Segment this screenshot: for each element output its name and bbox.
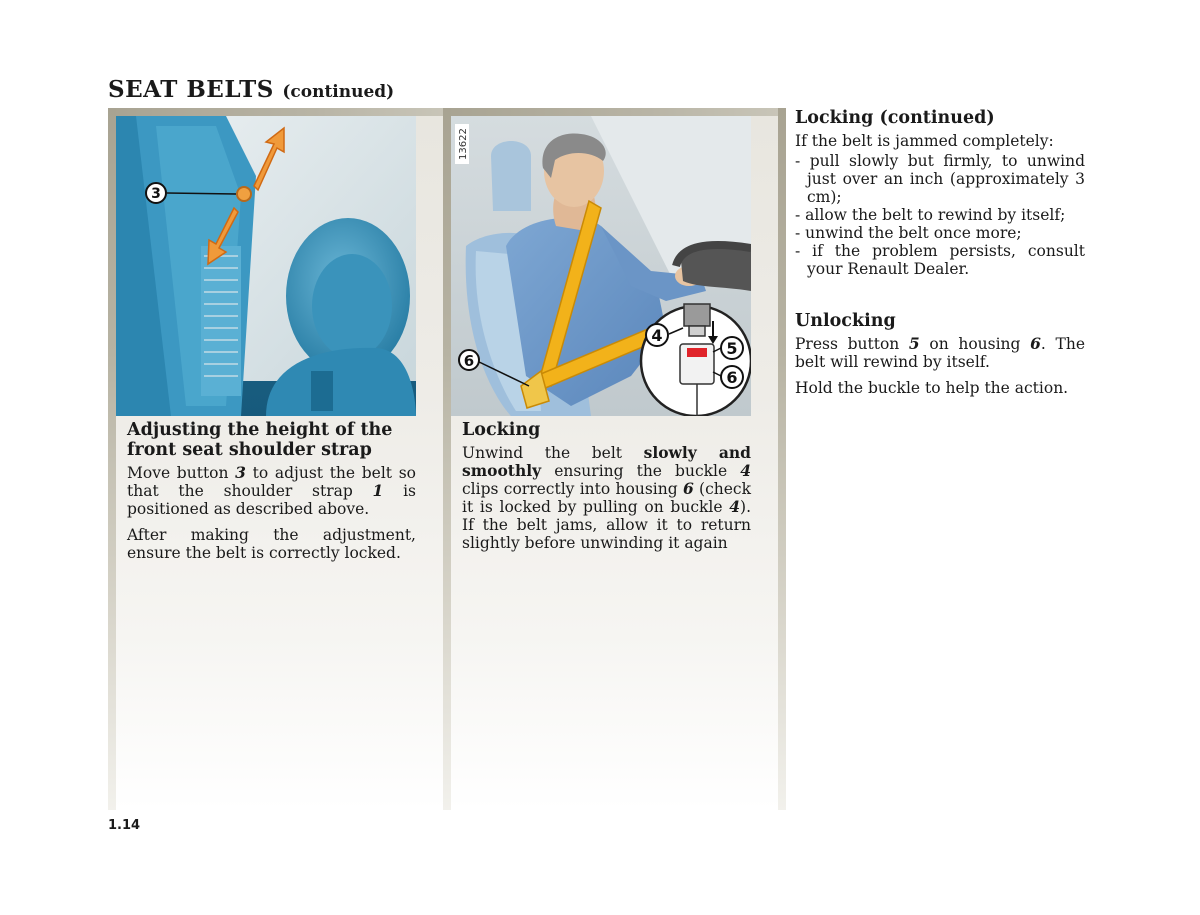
driver-buckling-belt-picture [451,116,751,416]
jammed-steps-list [795,152,1085,278]
page-title [108,76,394,103]
image-reference-number: 13622 [458,128,469,160]
adjust-paragraph-2: After making the adjustment, ensure the belt is correctly locked. [127,526,416,562]
callout-5: 5 [726,339,738,358]
column-adjust-height [108,108,451,810]
section-spacer [795,286,1085,311]
section-heading-locking: Locking [462,420,541,440]
column-text [462,420,751,560]
list-item: - pull slowly but firmly, to unwind just over an inch (approximately 3 cm); [795,152,1085,206]
adjust-paragraph-1: Move button 3 to adjust the belt so that the shoulder strap 1 is positioned as described above. [127,463,416,518]
unlocking-paragraph: Press button 5 on housing 6. The belt will rewind by itself. [795,334,1085,371]
page-number: 1.14 [108,818,141,833]
column-text [795,108,1085,405]
column-text [127,420,416,570]
callout-6: 6 [463,352,475,370]
belt-height-adjuster-picture [116,116,416,416]
list-item: - unwind the belt once more; [795,224,1022,242]
column-locking-continued [778,108,1088,810]
callout-4: 4 [651,326,663,345]
column-side-rule [443,108,451,810]
column-side-rule [778,108,786,810]
section-heading-locking-continued: Locking (continued) [795,108,995,128]
section-heading-unlocking: Unlocking [795,311,896,331]
list-item: - if the problem persists, consult your Renault Dealer. [795,242,1085,278]
page-title-main: SEAT BELTS [108,76,274,103]
callout-6-housing: 6 [726,368,738,387]
section-heading-adjust: Adjusting the height of the front seat shoulder strap [127,420,393,460]
driver-buckling-belt-illustration [451,116,751,416]
column-locking [443,108,786,810]
belt-height-adjuster-illustration [116,116,416,416]
callout-3: 3 [151,186,161,202]
unlocking-tip: Hold the buckle to help the action. [795,379,1069,397]
jammed-intro: If the belt is jammed completely: [795,132,1054,150]
column-top-rule [108,108,451,116]
column-side-rule [108,108,116,810]
column-top-rule [443,108,786,116]
locking-paragraph: Unwind the belt slowly and smoothly ensuring the buckle 4 clips correctly into housing 6 (check it is locked by pulling on buckle 4). If the belt jams, allow it to return slightly before unwinding it again [462,443,751,552]
list-item: - allow the belt to rewind by itself; [795,206,1066,224]
page-title-suffix: (continued) [282,82,395,102]
